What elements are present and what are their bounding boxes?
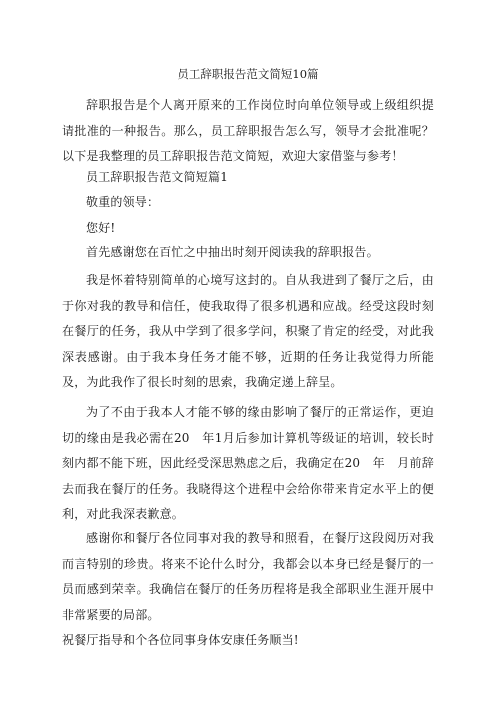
body-paragraph-1: 首先感谢您在百忙之中抽出时刻开阅读我的辞职报告。 (86, 245, 379, 259)
salutation: 敬重的领导： (86, 195, 160, 209)
document-title: 员工辞职报告范文简短10篇 (177, 67, 319, 81)
body-paragraph-4-block (62, 526, 434, 654)
intro-paragraph: 辞职报告是个人离开原来的工作岗位时向单位领导或上级组织提请批准的一种报告。那么，员工辞职报告怎么写，领导才会批准呢？以下是我整理的员工辞职报告范文简短，欢迎大家借鉴与参考！ (62, 98, 434, 164)
body-paragraph-3: 为了不由于我本人才能不够的缘由影响了餐厅的正常运作，更迫切的缘由是我必需在20 年1月后参加计算机等级证的培训，较长时刻内都不能下班，因此经受深思熟虑之后，我确定在20 年 月前辞去而我在餐厅的任务。我晓得这个进程中会给你带来肯定水平上的便利，对此我深表歉意。 (62, 405, 434, 522)
body-paragraph-4: 感谢你和餐厅各位同事对我的教导和照看，在餐厅这段阅历对我而言特别的珍贵。将来不论什么时分，我都会以本身已经是餐厅的一员而感到荣幸。我确信在餐厅的任务历程将是我全部职业生涯开展中非常紧要的局部。 (62, 531, 434, 622)
body-paragraph-2: 我是怀着特别简单的心境写这封的。自从我进到了餐厅之后，由于你对我的教导和信任，使我取得了很多机遇和应战。经受这段时刻在餐厅的任务，我从中学到了很多学问，积聚了肯定的经受，对此我深表感谢。由于我本身任务才能不够，近期的任务让我觉得力所能及，为此我作了很长时刻的思索，我确定递上辞呈。 (62, 273, 434, 390)
closing-wish: 祝餐厅指导和个各位同事身体安康任务顺当! (62, 633, 299, 648)
section-heading: 员工辞职报告范文简短篇1 (86, 170, 229, 184)
greeting: 您好! (86, 221, 116, 235)
